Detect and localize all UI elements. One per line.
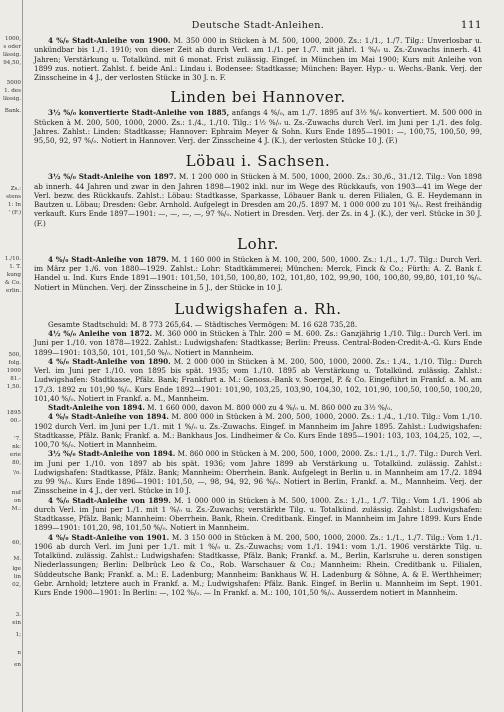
bond-heading: 4 %/₀ Stadt-Anleihe von 1901. [48, 532, 170, 542]
bond-heading: Stadt-Anleihe von 1894. [48, 403, 145, 412]
margin-fragment: lässig. [2, 96, 21, 102]
margin-fragment: folg. [8, 360, 21, 366]
left-page-margin-fragments [0, 0, 23, 712]
paragraph [34, 496, 482, 533]
paragraph [34, 449, 482, 495]
margin-fragment: ein [12, 620, 21, 626]
page-number: 111 [460, 19, 482, 31]
paragraph-text: M. 3 150 000 in Stücken à M. 200, 500, 1000, 2000. Zs.: 1./1., 1./7. Tilg.: Vom 1./1. 1906 ab durch Verl. im Juni per 1./1. mit 1 %/₀ u. Zs.-Zuwachs; vom 1./1. 1941: vom 1./1. 1906 verstärkte Tilg. u. Totalkünd. zulässig. Zahlst.: Ludwigshafen: Stadtkasse, Pfälz. Bank; Frankf. a. M., Berlin, Karlsruhe u. deren sonstigen Niederlassungen; Berlin: Delbrück Leo & Co., Rob. Warschauer & Co.; Mannheim: Rhein. Creditbank u. Filialen, Süddeutsche Bank; Frankf. a. M.: E. Ladenburg; Mannheim: Bankhaus W. H. Ladenburg & Söhne, A. & E. Werthheimer; Gebr. Arnhold; letztere auch in Frankf. a. M.; Ludwigshafen: Pfälz. Bank. Eingef. in Berlin u. Mannheim im Sept. 1901. Kurs Ende 1900—1901: In Berlin: —, 102 %/₀. — In Frankf. a. M.: 100, 101,50 %/₀. Ausserdem notiert in Mannheim. [34, 532, 482, 597]
margin-fragment: 1; [15, 632, 21, 638]
page-content [34, 20, 482, 597]
margin-fragment: M.: [11, 506, 21, 512]
margin-fragment: 3. [15, 612, 21, 618]
section-title: Ludwigshafen a. Rh. [174, 299, 342, 318]
margin-fragment: 1895 [6, 410, 21, 416]
margin-fragment: 02, [12, 582, 21, 588]
section-title: Löbau i. Sachsen. [185, 152, 331, 171]
margin-fragment: 81.- [10, 376, 21, 382]
margin-fragment: M. [13, 556, 21, 562]
margin-fragment: ' (F.) [8, 210, 21, 216]
margin-fragment: & Co. [4, 280, 21, 286]
section [34, 236, 482, 292]
margin-fragment: '/o. [12, 470, 21, 476]
margin-fragment: kung [6, 272, 21, 278]
running-header [34, 20, 482, 36]
margin-fragment: 500, [8, 352, 21, 358]
margin-fragment: on [14, 498, 21, 504]
paragraph-text: M. 2 000 000 in Stücken à M. 200, 500, 1000, 2000. Zs.: 1./4., 1./10. Tilg.: Durch Verl. im Juni per 1./10. von 1895 bis spät. 1935; vom 1./10. 1895 ab Verstärkung u. Totalkünd. zulässig. Zahlst.: Ludwigshafen: Stadtkasse, Pfälz. Bank; Frankfurt a. M.: Genoss.-Bank v. Soergel, P. & Co. Eingeführt in Frankf. a. M. am 17./3. 1892 zu 101,90 %/₀. Kurs Ende 1892—1901: 101,90, 103,25, 103,90, 104,30, 102, 101,90, 100,50, 100,50, 100,20, 101,40 %/₀. Notiert in Frankf. a. M., Mannheim. [34, 356, 482, 403]
paragraph [34, 255, 482, 292]
section [34, 301, 482, 598]
paragraph-text: M. 1 160 000 in Stücken à M. 100, 200, 500, 1000. Zs.: 1./1., 1./7. Tilg.: Durch Verl. im März per 1./6. von 1880—1929. Zahlst.: Lohr: Stadtkämmerei; München: Merck, Finck & Co.; Fürth: A. Z. Bank f. Handel u. Ind. Kurs Ende 1891—1901: 101,50, 101,50, 100,80, 102, 101,80, 102, 99,90, 100, 100,80, 99,80, 101,10 %/₀. Notiert in München. Verj. der Zinsscheine in 5 J., der Stücke in 10 J. [34, 254, 483, 292]
section [34, 36, 482, 82]
paragraph-text: M. 360 000 in Stücken à Thlr. 200 = M. 600. Zs.: Ganzjährig 1./10. Tilg.: Durch Verl. im Juni per 1./10. von 1878—1922. Zahlst.: Ludwigshafen: Stadtkasse; Berlin: Preuss. Central-Boden-Credit-A.-G. Kurs Ende 1899—1901: 103,50, 101, 101,50 %/₀. Notiert in Mannheim. [34, 329, 483, 357]
paragraph [34, 403, 482, 412]
margin-fragment: nk: [12, 444, 21, 450]
running-title: Deutsche Stadt-Anleihen. [191, 20, 325, 31]
paragraph [34, 320, 482, 329]
paragraph-text: anfangs 4 %/₀, am 1./7. 1895 auf 3½ %/₀ konvertiert. M. 500 000 in Stücken à M. 200, 500, 1000, 2000. Zs.: 1./4., 1./10. Tilg.: 1½ %/₀ u. Zs.-Zuwachs durch Verl. im Juni per 1./1. des folg. Jahres. Zahlst.: Linden: Stadtkasse; Hannover: Ephraim Meyer & Sohn. Kurs Ende 1895—1901: —, 100,75, 100,50, 99, 95,50, 92, 97 %/₀. Notiert in Hannover. Verj. der Zinsscheine 4 J. (K.), der verlosten Stücke 10 J. (F.) [34, 108, 482, 145]
paragraph [34, 533, 482, 598]
margin-fragment: n [17, 650, 21, 656]
margin-fragment: Bank. [4, 108, 21, 114]
paragraph-text: M. 1 660 000, davon M. 800 000 zu 4 %/₀ u. M. 860 000 zu 3½ %/₀. [144, 403, 393, 412]
paragraph-text: M. 800 000 in Stücken à M. 200, 500, 1000, 2000. Zs.: 1./4., 1./10. Tilg.: Vom 1./10. 1902 durch Verl. im Juni per 1./1. mit 1 %/₀ u. Zs.-Zuwachs. Eingef. in Mannheim im Jahre 1895. Zahlst.: Ludwigshafen: Stadtkasse, Pfälz. Bank; Frankf. a. M.: Bankhaus Jos. Lindheimer & Co. Kurs Ende 1895—1901: 103, 103, 104,25, 102, —, 100,70 %/₀. Notiert in Mannheim. [34, 412, 482, 449]
paragraph-text: M. 1 200 000 in Stücken à M. 500, 1000, 2000. Zs.: 30./6., 31./12. Tilg.: Von 1898 ab innerh. 44 Jahren und zwar in den Jahren 1898—1902 inkl. nur im Wege des Rückkaufs, von 1903—41 im Wege der Verl. bezw. des Rückkaufs. Zahlst.: Löbau: Stadtkasse, Sparkasse, Löbauer Bank u. deren Filialen, G. E. Heydemann in Bautzen u. Löbau; Dresden: Gebr. Arnhold. Aufgelegt in Dresden am 20./5. 1897 M. 1 000 000 zu 101 %/₀. Rest freihändig verkauft. Kurs Ende 1897—1901: —, —, —, —, 97 %/₀. Notiert in Dresden. Verj. der Zs. in 4 J. (K.), der verl. Stücke in 30 J. (F.) [34, 172, 482, 228]
margin-fragment: nuf [11, 490, 21, 496]
paragraph [34, 412, 482, 449]
section-title: Lohr. [237, 234, 279, 253]
margin-fragment: 1. T. [9, 264, 21, 270]
margin-fragment: en [14, 662, 21, 668]
bond-heading: 3½ %/₀ Stadt-Anleihe von 1894. [48, 449, 176, 459]
paragraph-text: Gesamte Stadtschuld: M. 8 773 265,64. — Städtisches Vermögen: M. 16 628 735,28. [48, 319, 358, 329]
paragraph [34, 357, 482, 403]
bond-heading: 4 %/₀ Stadt-Anleihe von 1890. [48, 356, 171, 366]
bond-heading: 4½ %/₀ Anleihe von 1872. [48, 329, 153, 338]
margin-fragment: 1000, [4, 36, 21, 42]
margin-fragment: erlin. [6, 288, 21, 294]
paragraph-text: M. 1 000 000 in Stücken à M. 500, 1000. Zs.: 1./1., 1./7. Tilg.: Vom 1./1. 1906 ab durch Verl. im Juni per 1./1. mit 1 %/₀ u. Zs.-Zuwachs; verstärkte Tilg. u. Totalkünd. zulässig. Zahlst.: Ludwigshafen: Stadtkasse, Pfälz. Bank; Mannheim: Oberrhein. Bank, Rhein. Creditbank. Eingef. in Mannheim im Jahre 1899. Kurs Ende 1899—1901: 101,20, 98, 101,50 %/₀. Notiert in Mannheim. [34, 495, 482, 533]
section [34, 89, 482, 145]
section-title: Linden bei Hannover. [170, 88, 346, 107]
margin-fragment: stens [6, 194, 21, 200]
margin-fragment: Zs.: [10, 186, 21, 192]
margin-fragment: 5000 [6, 80, 21, 86]
margin-fragment: lässig. [2, 52, 21, 58]
margin-fragment: erie [9, 452, 21, 458]
paragraph [34, 108, 482, 145]
bond-heading: 4 %/₀ Stadt-Anleihe von 1879. [48, 254, 169, 264]
margin-fragment: 1: In [7, 202, 21, 208]
margin-fragment: '7. [14, 436, 21, 442]
paragraph-text: M. 350 000 in Stücken à M. 500, 1000, 2000. Zs.: 1./1., 1./7. Tilg.: Unverlosbar u. unkündbar bis 1./1. 1910; von dieser Zeit ab durch Verl. am 1./1. per 1./7. mit jährl. 1 %/₀ u. Zs.-Zuwachs innerh. 41 Jahren; Verstärkung u. Totalkünd. mit 6 monat. Frist zulässig. Eingef. in München im Mai 1900; Kurs mit Anleihe von 1899 zus. notiert. Zahlst. f. beide Anl.: Lindau i. Bodensee: Stadtkasse; München: Bayer. Hyp.- u. Wechs.-Bank. Verj. der Zinsscheine in 4 J., der verlosten Stücke in 30 J. n. F. [34, 36, 482, 82]
bond-heading: 4 %/₀ Stadt-Anleihe von 1899. [48, 495, 171, 505]
margin-fragment: lge [12, 566, 21, 572]
section [34, 153, 482, 228]
paragraph [34, 329, 482, 357]
bond-heading: 3½ %/₀ Stadt-Anleihe von 1897. [48, 172, 177, 182]
bond-heading: 4 %/₀ Stadt-Anleihe von 1900. [48, 36, 171, 45]
margin-fragment: 94,50, [3, 60, 21, 66]
sections [34, 36, 482, 597]
margin-fragment: 1./10. [4, 256, 21, 262]
paragraph [34, 172, 482, 228]
margin-fragment: 1,50. [6, 384, 21, 390]
margin-fragment: 80, [12, 460, 21, 466]
bond-heading: 3½ %/₀ konvertierte Stadt-Anleihe von 1885, [48, 108, 230, 118]
margin-fragment: 1900 [6, 368, 21, 374]
margin-fragment: 60, [12, 540, 21, 546]
paragraph [34, 36, 482, 82]
margin-fragment: lin [13, 574, 21, 580]
bond-heading: 4 %/₀ Stadt-Anleihe von 1894. [48, 412, 169, 422]
margin-fragment: s oder [3, 44, 21, 50]
margin-fragment: 1. des [4, 88, 21, 94]
margin-fragment: 00.- [10, 418, 21, 424]
paragraph-text: M. 860 000 in Stücken à M. 200, 500, 1000, 2000. Zs.: 1./1., 1./7. Tilg.: Durch Verl. im Juni per 1./10. von 1897 ab bis spät. 1936; vom Jahre 1899 ab Verstärkung u. Totalkünd. zulässig. Zahlst.: Ludwigshafen: Stadtkasse, Pfälz. Bank; Mannheim: Oberrhein. Bank. Aufgelegt in Berlin u. in Mannheim am 17./2. 1894 zu 99 %/₀. Kurs Ende 1896—1901: 101,50, —, 98, 94, 92, 96 %/₀. Notiert in Berlin, Frankf. a. M., Mannheim. Verj. der Zinsscheine in 4 J., der verl. Stücke in 10 J. [34, 449, 482, 496]
